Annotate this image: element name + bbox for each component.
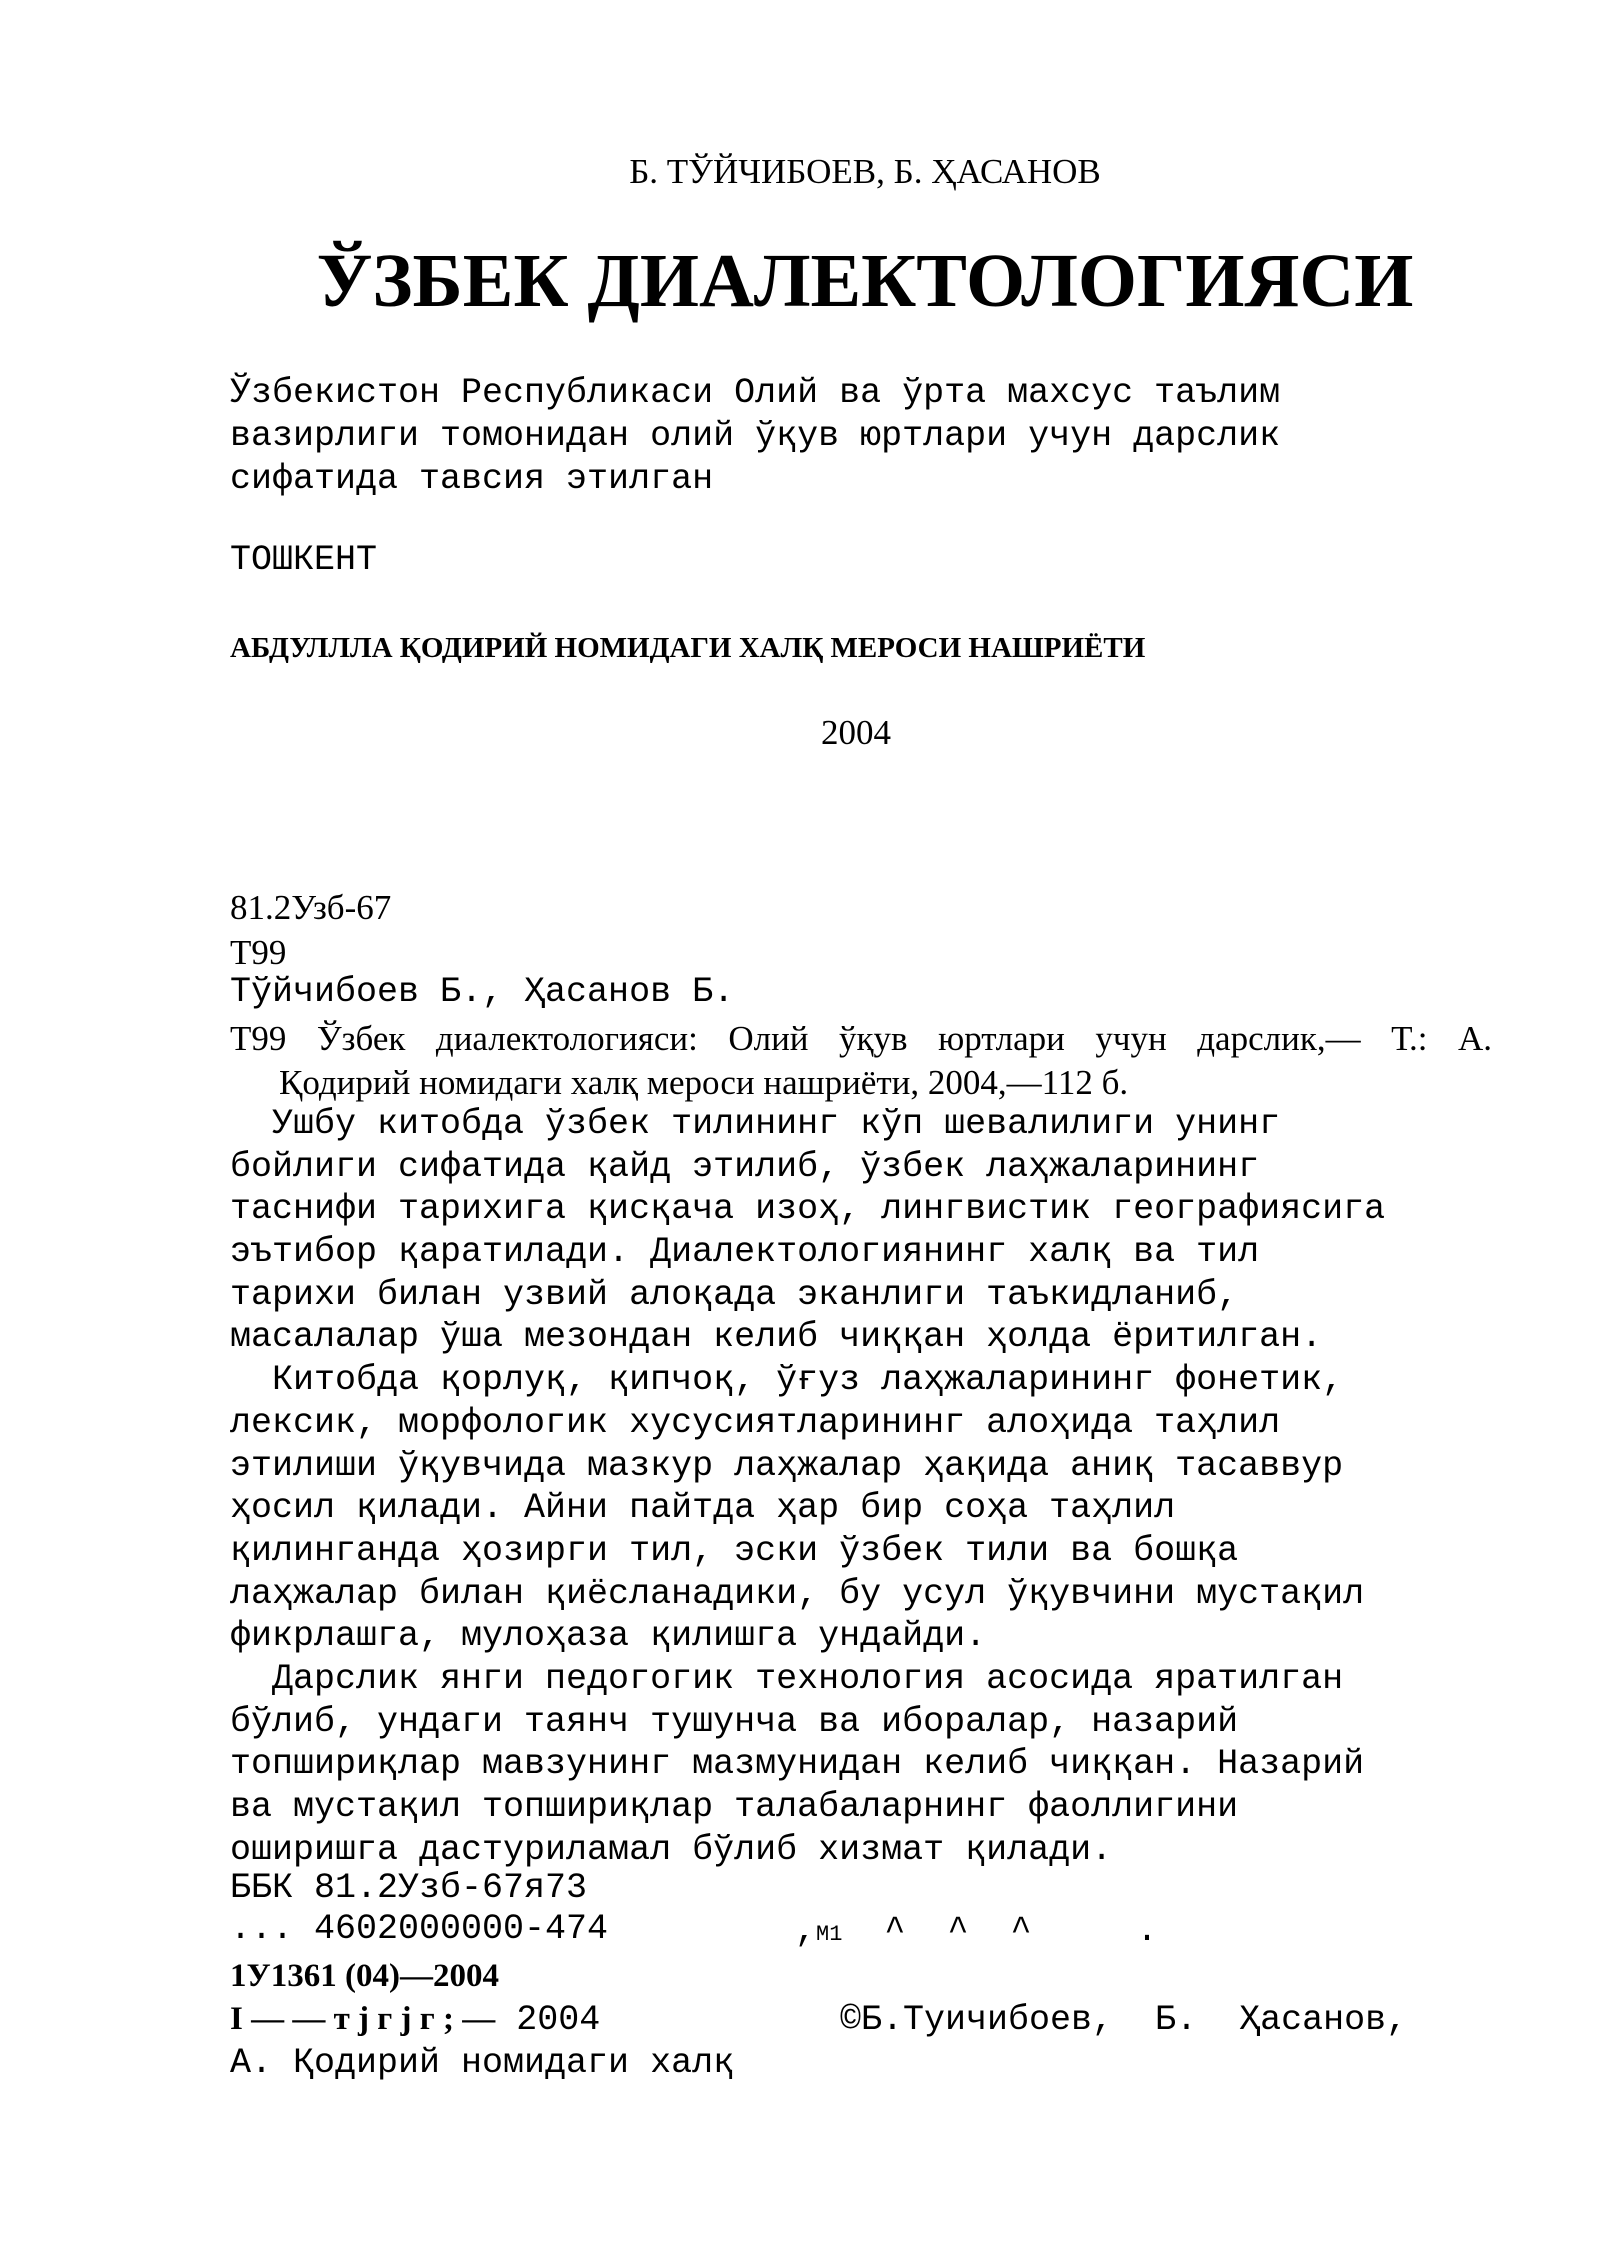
book-title: ЎЗБЕК ДИАЛЕКТОЛОГИЯСИ [316, 239, 1414, 323]
abstract-line: таснифи тарихига қисқача изоҳ, лингвистик географиясига [230, 1189, 1386, 1230]
abstract-line: Китобда қорлуқ, қипчоқ, ўғуз лаҳжаларининг фонетик, [230, 1360, 1344, 1401]
abstract-line: Дарслик янги педогогик технология асосида яратилган [230, 1658, 1344, 1699]
bib-word: А. [1457, 1019, 1492, 1058]
abstract-line: лаҳжалар билан қиёсланадики, бу усул ўқувчини мустақил [230, 1573, 1365, 1614]
abstract-line: ва мустақил топшириқлар талабаларнинг фаоллигини [230, 1787, 1239, 1827]
authors-heading: Тўйчибоев Б., Ҳасанов Б. [230, 972, 735, 1012]
copyright-text: ©Б.Туичибоев, Б. Ҳасанов, [840, 2000, 1408, 2040]
bib-word: Ўзбек [316, 1019, 406, 1058]
abstract-line: қилинганда ҳозирги тил, эски ўзбек тили ва бошқа [230, 1530, 1239, 1571]
recommendation-note: Ўзбекистон Республикаси Олий ва ўрта махсус таълим вазирлиги томонидан олий ўқув юртлари учун дарслик сифатида тавсия этилган [230, 373, 1281, 499]
abstract-line: тарихи билан узвий алоқада эканлиги таъкидланиб, [230, 1274, 1239, 1315]
isbn-marks [795, 1911, 1158, 1951]
copyright-year: 2004 [495, 2000, 601, 2040]
bib-word: диалектологияси: [435, 1019, 698, 1058]
isbn-carets: ^ ^ ^ . [842, 1911, 1158, 1951]
author-mark: Т99 [230, 933, 287, 972]
abstract-line: топшириқлар мавзунинг мазмунидан келиб чиққан. Назарий [230, 1744, 1365, 1785]
bib-word: ўқув [839, 1019, 908, 1058]
abstract-line: оширишга дастуриламал бўлиб хизмат қилади. [230, 1829, 1113, 1870]
abstract-text [230, 1103, 1385, 1871]
copyright-continuation: А. Қодирий номидаги халқ [230, 2043, 735, 2083]
publisher-name: АБДУЛЛЛА ҚОДИРИЙ НОМИДАГИ ХАЛҚ МЕРОСИ НАШРИЁТИ [230, 632, 1146, 664]
serial-code: 1У1361 (04)—2004 [230, 1958, 499, 1994]
bib-word: дарслик,— [1197, 1019, 1361, 1058]
bib-entry-line-1 [230, 1017, 1492, 1061]
abstract-line: Ушбу китобда ўзбек тилининг кўп шевалилиги унинг [230, 1104, 1281, 1144]
publication-city: ТОШКЕНТ [230, 540, 378, 580]
publication-year: 2004 [821, 713, 891, 752]
isbn-row: ... 4602000000-474 [230, 1909, 609, 1949]
bib-word: Т99 [230, 1019, 287, 1058]
bib-word: Олий [728, 1019, 809, 1058]
abstract-line: ҳосил қилади. Айни пайтда ҳар бир соҳа таҳлил [230, 1488, 1176, 1529]
bibliographic-entry [230, 1017, 1492, 1105]
abstract-line: лексик, морфологик хусусиятларининг алоҳида таҳлил [230, 1402, 1281, 1443]
bib-word: юртлари [938, 1019, 1065, 1058]
bib-entry-line-2: Қодирий номидаги халқ мероси нашриёти, 2004,—112 б. [279, 1063, 1129, 1102]
bib-word: учун [1095, 1019, 1167, 1058]
abstract-line: бойлиги сифатида қайд этилиб, ўзбек лаҳжаларининг [230, 1146, 1260, 1187]
abstract-line: масалалар ўша мезондан келиб чиққан ҳолда ёритилган. [230, 1317, 1323, 1358]
book-authors: Б. ТЎЙЧИБОЕВ, Б. ҲАСАНОВ [629, 152, 1101, 191]
bbk-code: 81.2Узб-67 [230, 888, 392, 927]
isbn-m1: M1 [816, 1922, 843, 1947]
copyright-code-row [230, 2000, 601, 2040]
abstract-line: бўлиб, ундаги таянч тушунча ва иборалар, назарий [230, 1701, 1239, 1742]
bib-word: Т.: [1391, 1019, 1428, 1058]
isbn-comma: , [795, 1911, 817, 1951]
abstract-line: фикрлашга, мулоҳаза қилишга ундайди. [230, 1616, 987, 1657]
bbk-full-code: ББК 81.2Узб-67я73 [230, 1868, 588, 1908]
copyright-code: I — — т ј г ј г ; — [230, 2001, 496, 2037]
abstract-line: этилиши ўқувчида мазкур лаҳжалар ҳақида аниқ тасаввур [230, 1445, 1344, 1486]
abstract-line: эътибор қаратилади. Диалектологиянинг халқ ва тил [230, 1232, 1260, 1273]
